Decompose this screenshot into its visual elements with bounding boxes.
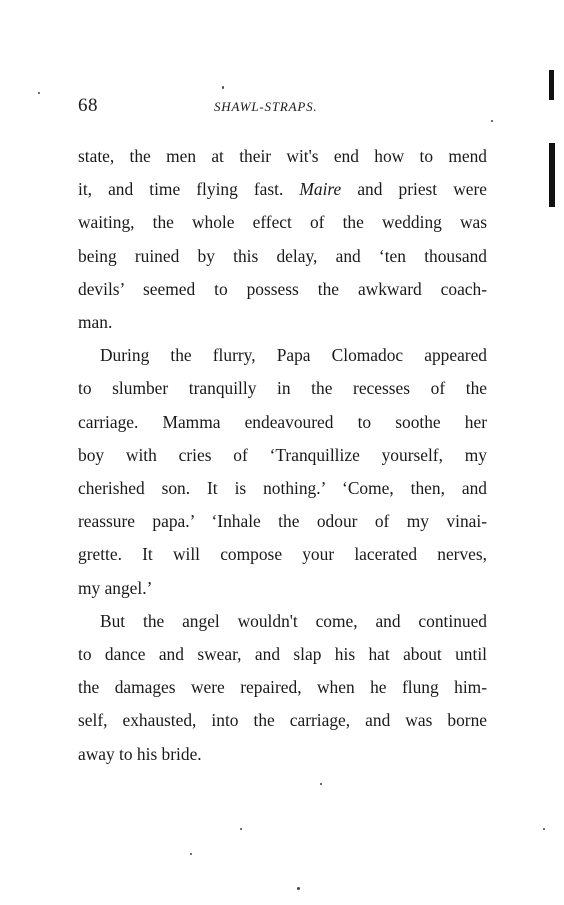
text-line: the damages were repaired, when he flung him- bbox=[78, 677, 487, 698]
text-line: cherished son. It is nothing.’ ‘Come, then, and bbox=[78, 478, 487, 499]
scan-speck bbox=[491, 120, 493, 122]
scan-speck bbox=[297, 887, 300, 890]
text-line: During the flurry, Papa Clomadoc appeared bbox=[100, 345, 487, 366]
paragraph-1 bbox=[78, 140, 487, 339]
page-header bbox=[78, 95, 490, 119]
text-line: to slumber tranquilly in the recesses of the bbox=[78, 378, 487, 399]
text-span: and priest were bbox=[341, 179, 488, 200]
scan-edge-mark-middle bbox=[549, 143, 555, 207]
italic-term: Maire bbox=[299, 179, 342, 200]
text-line: carriage. Mamma endeavoured to soothe her bbox=[78, 411, 487, 432]
page-number: 68 bbox=[78, 95, 98, 116]
text-line: man. bbox=[78, 312, 113, 333]
body-text bbox=[78, 140, 487, 771]
text-line bbox=[78, 173, 487, 206]
text-line: away to his bride. bbox=[78, 743, 202, 764]
running-head: SHAWL-STRAPS. bbox=[214, 99, 318, 114]
scan-speck bbox=[190, 853, 192, 855]
text-line: devils’ seemed to possess the awkward coach- bbox=[78, 278, 487, 299]
scan-speck bbox=[38, 92, 40, 94]
scan-speck bbox=[320, 783, 322, 785]
scan-speck bbox=[543, 828, 545, 830]
scan-speck bbox=[222, 86, 224, 89]
text-line: self, exhausted, into the carriage, and was borne bbox=[78, 710, 487, 731]
text-line: to dance and swear, and slap his hat about until bbox=[78, 644, 487, 665]
text-line: waiting, the whole effect of the wedding was bbox=[78, 212, 487, 233]
text-line: But the angel wouldn't come, and continued bbox=[100, 610, 487, 631]
scan-edge-mark-top bbox=[549, 70, 554, 100]
paragraph-3 bbox=[78, 605, 487, 771]
text-line: being ruined by this delay, and ‘ten thousand bbox=[78, 245, 487, 266]
scan-speck bbox=[240, 828, 242, 830]
text-line: state, the men at their wit's end how to mend bbox=[78, 146, 487, 166]
paragraph-2 bbox=[78, 339, 487, 605]
text-line: boy with cries of ‘Tranquillize yourself, my bbox=[78, 444, 487, 465]
text-line: reassure papa.’ ‘Inhale the odour of my vinai- bbox=[78, 511, 487, 532]
text-line: my angel.’ bbox=[78, 577, 153, 598]
text-line: grette. It will compose your lacerated nerves, bbox=[78, 544, 487, 565]
text-span: it, and time flying fast. bbox=[78, 179, 300, 200]
